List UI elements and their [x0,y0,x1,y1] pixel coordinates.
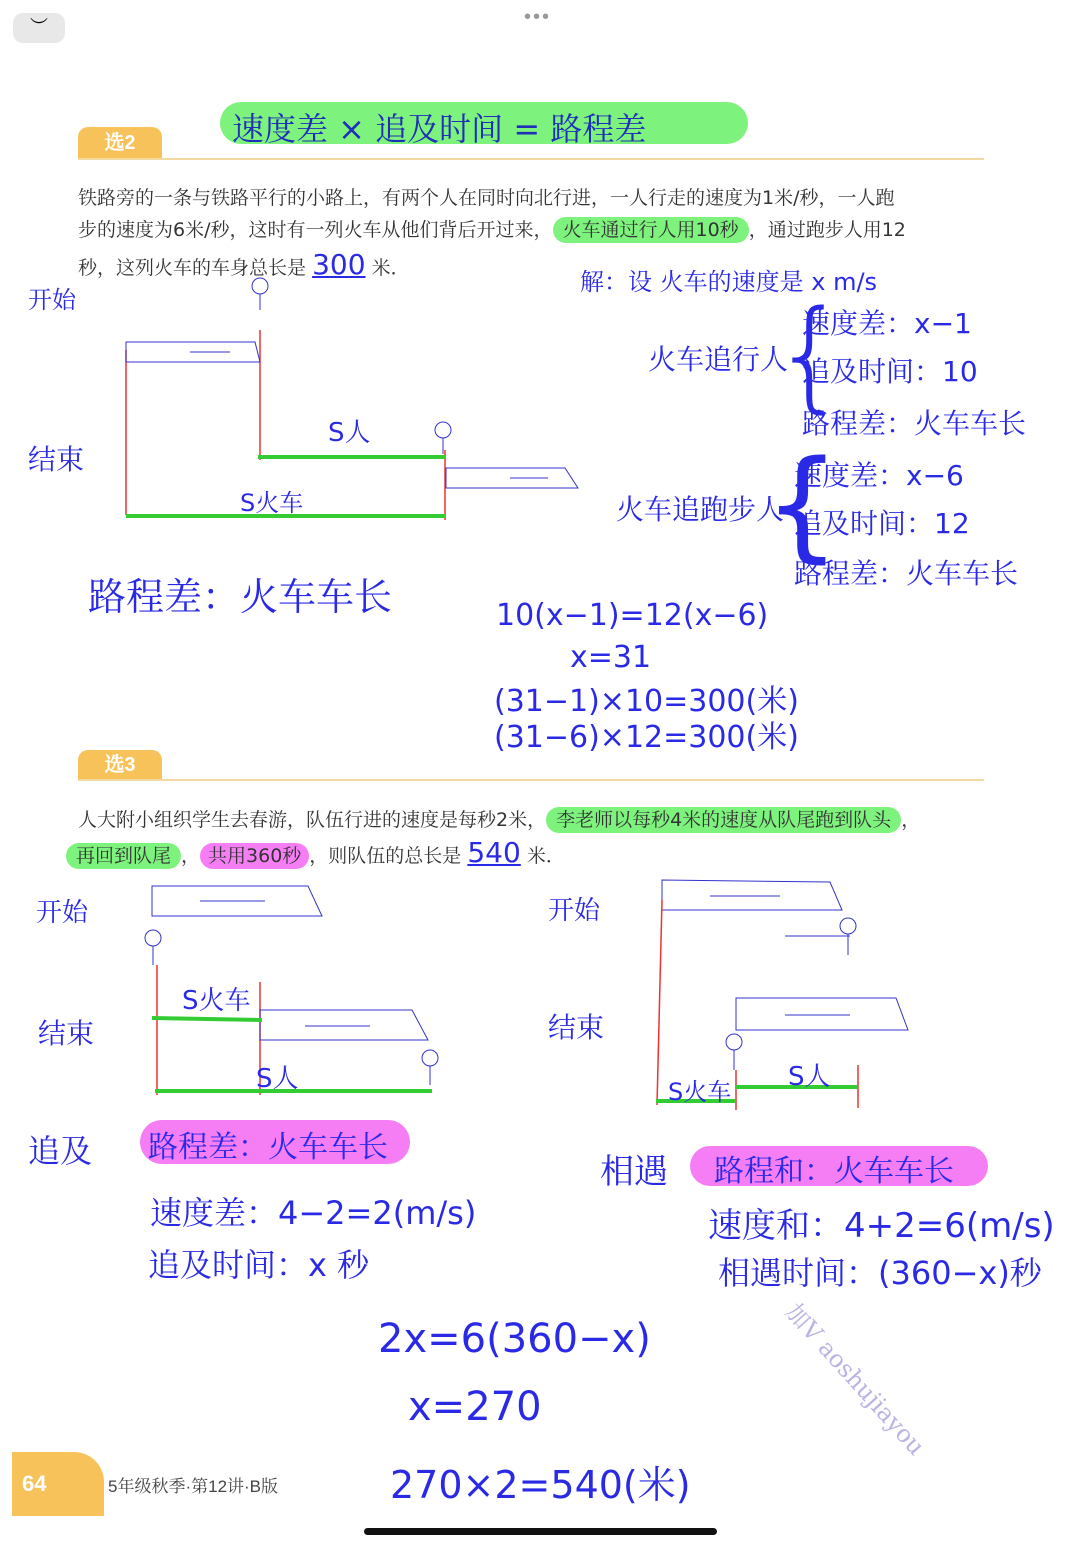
section-tag: 选3 [78,750,162,780]
left-title: 追及 [28,1132,93,1170]
left-line: 追及时间：x 秒 [148,1246,370,1284]
label-s-person: S人 [328,418,371,448]
question-line [78,805,920,832]
right-line: 速度和：4+2=6(m/s) [708,1206,1055,1246]
brace: { [764,436,841,575]
divider [78,158,984,160]
right-highlight: 路程和：火车车长 [714,1154,954,1189]
case-label: 火车追行人 [648,343,789,376]
case-item: 路程差：火车车长 [794,557,1019,590]
highlight-pink: 共用360秒 [200,843,309,869]
label-end: 结束 [548,1011,605,1044]
question-line [78,215,906,242]
text: ，则队伍的总长是 [309,845,462,867]
answer: 540 [467,836,521,869]
collapse-button[interactable] [13,13,65,43]
label-end: 结束 [38,1017,95,1050]
brace: { [772,286,849,425]
case-item: 速度差：x−1 [802,307,972,340]
page-number: 64 [12,1452,104,1516]
case-item: 速度差：x−6 [794,459,964,492]
watermark: 加V aoshujiayou [779,1297,931,1461]
question-line: 再回到队尾 ， 共用360秒 ，则队伍的总长是 540 米． [66,836,565,869]
answer: 300 [312,248,366,281]
highlight: 火车通过行人用10秒 [553,217,749,243]
equation: 10(x−1)=12(x−6) [496,598,769,633]
formula: 速度差 × 追及时间 = 路程差 [232,110,647,148]
chevron-down-icon: ︶ [30,17,48,37]
text: 秒，这列火车的车身总长是 [78,257,307,279]
label-end: 结束 [28,443,85,476]
text: ，通过跑步人用12 [748,219,906,241]
label-start: 开始 [36,898,89,928]
text: 人大附小组织学生去春游，队伍行进的速度是每秒2米， [78,809,547,831]
diagram-conclusion: 路程差：火车车长 [88,575,393,619]
equation: x=270 [408,1384,542,1430]
case-label: 火车追跑步人 [616,493,785,526]
highlight: 再回到队尾 [66,843,181,869]
right-line: 相遇时间：(360−x)秒 [718,1254,1042,1292]
equation: (31−6)×12=300(米) [494,720,799,755]
case-item: 路程差：火车车长 [802,407,1027,440]
label-s-train: S火车 [182,986,251,1016]
course-label: 5年级秋季·第12讲·B版 [108,1477,279,1496]
label-s-person: S人 [788,1062,831,1092]
highlight: 李老师以每秒4米的速度从队尾跑到队头 [546,807,901,833]
equation: 270×2=540(米) [390,1463,691,1507]
case-item: 追及时间：12 [794,507,970,540]
left-highlight: 路程差：火车车长 [148,1130,388,1165]
solution-setup: 解：设 火车的速度是 x m/s [580,268,878,296]
equation: x=31 [570,640,652,675]
text: ， [901,809,921,831]
text: 米． [371,257,410,279]
case-item: 追及时间：10 [802,355,978,388]
question-line: 铁路旁的一条与铁路平行的小路上，有两个人在同时向北行进，一人行走的速度为1米/秒，一人跑 [78,187,895,209]
home-indicator[interactable] [364,1528,717,1535]
equation: (31−1)×10=300(米) [494,684,799,719]
label-s-train: S火车 [240,489,304,517]
text: 米． [526,845,565,867]
label-s-train: S火车 [668,1078,732,1106]
label-start: 开始 [28,286,76,314]
equation: 2x=6(360−x) [378,1316,651,1362]
label-start: 开始 [548,896,601,926]
divider [78,779,984,781]
more-dots-icon[interactable]: ••• [524,6,552,28]
left-line: 速度差：4−2=2(m/s) [150,1194,477,1232]
label-s-person: S人 [256,1064,299,1094]
right-title: 相遇 [600,1152,668,1192]
section-tag: 选2 [78,127,162,159]
text: 步的速度为6米/秒，这时有一列火车从他们背后开过来， [78,219,553,241]
